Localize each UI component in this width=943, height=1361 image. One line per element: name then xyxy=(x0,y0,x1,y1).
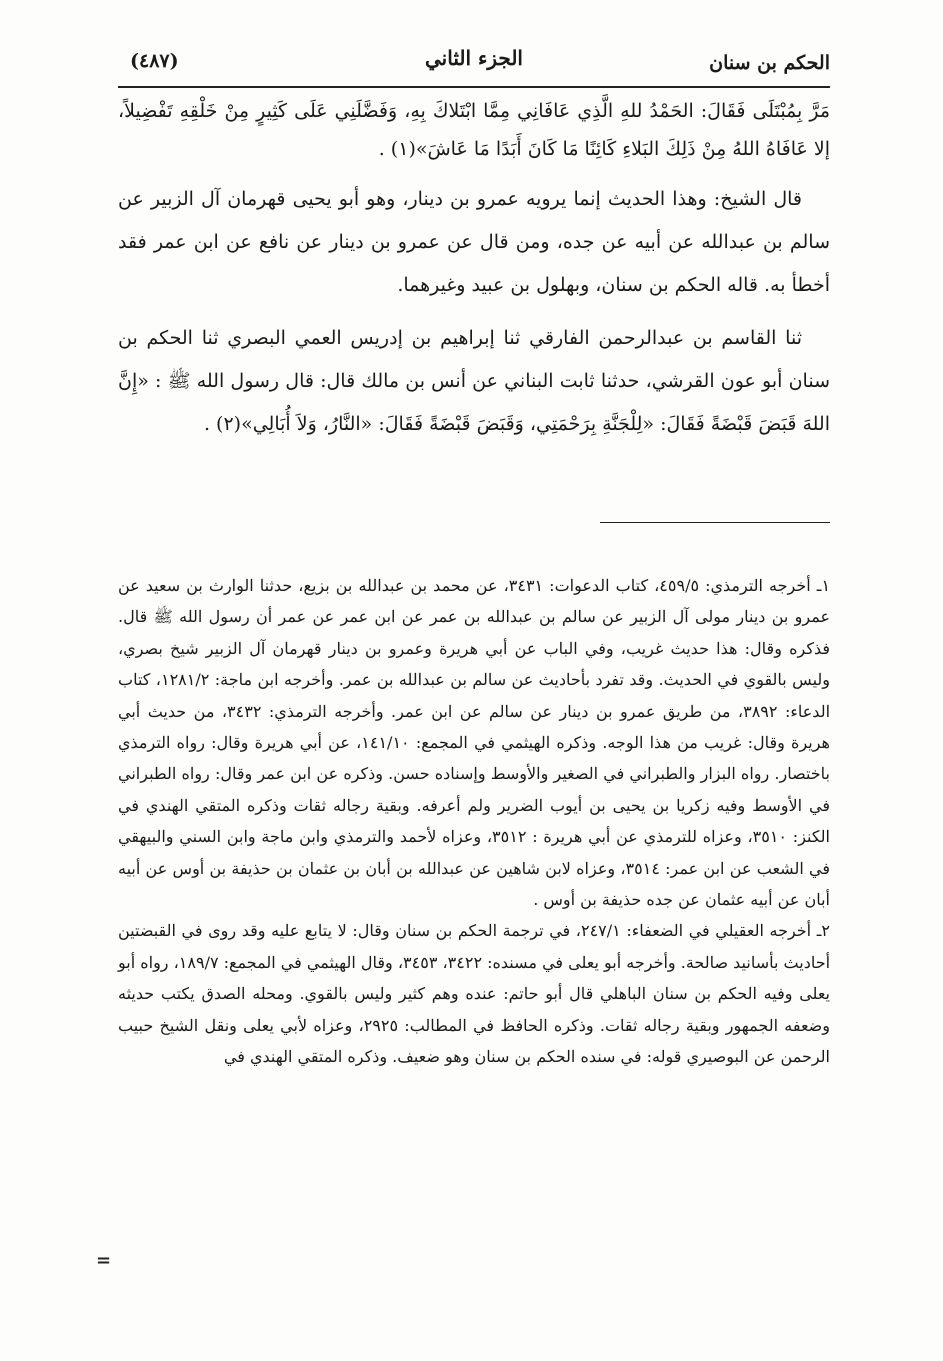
paragraph-1: مَرَّ بِمُبْتَلَى فَقَالَ: الحَمْدُ للهِ الَّذِي عَافَانِي مِمَّا ابْتَلاكَ بِهِ، وَفَضَّلَنِي عَلَى كَثِيرٍ مِنْ خَلْقِهِ تَفْضِيلاً، إلا عَافَاهُ اللهُ مِنْ ذَلِكَ البَلاءِ كَائِنًا مَا كَانَ أَبَدًا مَا عَاشَ»(١) . xyxy=(118,100,830,160)
part-title: الجزء الثاني xyxy=(425,46,523,70)
page-number: (٤٨٧) xyxy=(130,50,179,72)
paragraph-3: ثنا القاسم بن عبدالرحمن الفارقي ثنا إبراهيم بن إدريس العمي البصري ثنا الحكم بن سنان أبو عون القرشي، حدثنا ثابت البناني عن أنس بن مالك قال: قال رسول الله ﷺ : «إِنَّ اللهَ قَبَضَ قَبْضَةً فَقَالَ: «لِلْجَنَّةِ بِرَحْمَتِي، وَقَبَضَ قَبْضَةً فَقَالَ: «النَّارُ، وَلاَ أُبَالِي»(٢) . xyxy=(118,327,830,435)
main-text xyxy=(118,92,830,446)
header-rule xyxy=(118,86,830,88)
footnote-1: ١ـ أخرجه الترمذي: ٤٥٩/٥، كتاب الدعوات: ٣٤٣١، عن محمد بن عبدالله بن بزيع، حدثنا الوارث بن سعيد عن عمرو بن دينار مولى آل الزبير عن سالم بن عبدالله بن عمر عن ابن عمر عن عمر أن رسول الله ﷺ قال. فذكره وقال: هذا حديث غريب، وفي الباب عن أبي هريرة وعمرو بن دينار قهرمان آل الزبير شيخ بصري، وليس بالقوي في الحديث. وقد تفرد بأحاديث عن سالم بن عبدالله بن عمر. وأخرجه ابن ماجة: ١٢٨١/٢، كتاب الدعاء: ٣٨٩٢، من طريق عمرو بن دينار عن سالم عن ابن عمر. وأخرجه الترمذي: ٣٤٣٢، من حديث أبي هريرة وقال: غريب من هذا الوجه. وذكره الهيثمي في المجمع: ١٤١/١٠، عن أبي هريرة وقال: رواه الترمذي باختصار. رواه البزار والطبراني في الصغير والأوسط وإسناده حسن. وذكره عن ابن عمر وقال: رواه الطبراني في الأوسط وفيه زكريا بن يحيى بن أيوب الضرير ولم أعرفه. وبقية رجاله ثقات وذكره المتقي الهندي في الكنز: ٣٥١٠، وعزاه للترمذي عن أبي هريرة : ٣٥١٢، وعزاه لأحمد والترمذي وابن ماجة وابن السني والبيهقي في الشعب عن ابن عمر: ٣٥١٤، وعزاه لابن شاهين عن عبدالله بن أبان بن عثمان بن حذيفة بن أوس عن أبيه أبان عن أبيه عثمان عن جده حذيفة بن أوس . xyxy=(118,576,831,910)
footnotes xyxy=(118,570,830,1073)
continuation-mark: = xyxy=(96,1250,112,1271)
book-title: الحكم بن سنان xyxy=(709,52,830,74)
paragraph-2: قال الشيخ: وهذا الحديث إنما يرويه عمرو بن دينار، وهو أبو يحيى قهرمان آل الزبير عن سالم بن عبدالله عن أبيه عن جده، ومن قال عن عمرو بن دينار عن نافع عن ابن عمر فقد أخطأ به. قاله الحكم بن سنان، وبهلول بن عبيد وغيرهما. xyxy=(118,188,830,296)
page-header xyxy=(118,44,830,84)
footnote-2: ٢ـ أخرجه العقيلي في الضعفاء: ٢٤٧/١، في ترجمة الحكم بن سنان وقال: لا يتابع عليه وقد روى في القبضتين أحاديث بأسانيد صالحة. وأخرجه أبو يعلى في مسنده: ٣٤٢٢، ٣٤٥٣، وقال الهيثمي في المجمع: ١٨٩/٧، رواه أبو يعلى وفيه الحكم بن سنان الباهلي قال أبو حاتم: عنده وهم كثير وليس بالقوي. ومحله الصدق يكتب حديثه وضعفه الجمهور وبقية رجاله ثقات. وذكره الحافظ في المطالب: ٢٩٢٥، وعزاه لأبي يعلى ونقل الشيخ حبيب الرحمن عن البوصيري قوله: في سنده الحكم بن سنان وهو ضعيف. وذكره المتقي الهندي في xyxy=(118,921,831,1067)
footnote-separator xyxy=(600,522,830,523)
